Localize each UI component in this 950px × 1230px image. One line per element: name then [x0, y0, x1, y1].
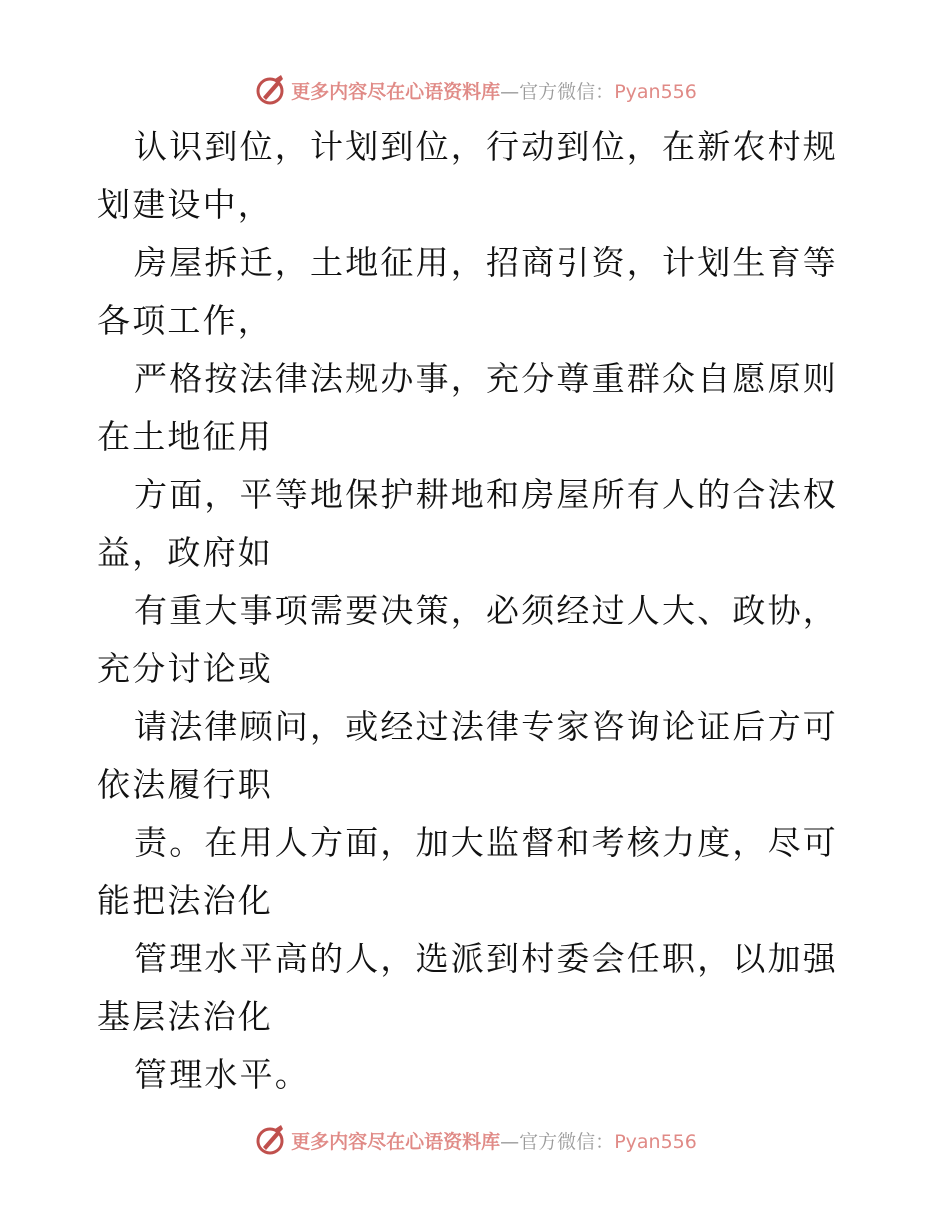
- paragraph: 认识到位，计划到位，行动到位，在新农村规划建设中，: [97, 127, 838, 224]
- brush-logo-icon: [253, 1123, 287, 1157]
- watermark-separator: —: [500, 80, 520, 103]
- watermark-site: 更多内容尽在心语资料库: [291, 80, 501, 103]
- brush-logo-icon: [253, 73, 287, 107]
- paragraph: 房屋拆迁，土地征用，招商引资，计划生育等各项工作，: [97, 243, 838, 340]
- paragraph: 方面，平等地保护耕地和房屋所有人的合法权益，政府如: [97, 475, 838, 572]
- header-watermark: [0, 70, 950, 110]
- paragraph: 管理水平高的人，选派到村委会任职，以加强基层法治化: [97, 939, 838, 1036]
- watermark-text: [291, 1127, 697, 1154]
- watermark-wechat-label: 官方微信：: [519, 80, 615, 103]
- watermark-separator: —: [500, 1130, 520, 1153]
- watermark-wechat-id: Pyan556: [614, 80, 697, 103]
- watermark-text: [291, 77, 697, 104]
- paragraph: 管理水平。: [134, 1055, 310, 1094]
- paragraph: 严格按法律法规办事，充分尊重群众自愿原则在土地征用: [97, 359, 838, 456]
- watermark-site: 更多内容尽在心语资料库: [291, 1130, 501, 1153]
- document-body: [97, 118, 857, 1104]
- paragraph: 请法律顾问，或经过法律专家咨询论证后方可依法履行职: [97, 707, 838, 804]
- paragraph: 有重大事项需要决策，必须经过人大、政协，充分讨论或: [97, 591, 838, 688]
- watermark-wechat-label: 官方微信：: [519, 1130, 615, 1153]
- paragraph: 责。在用人方面，加大监督和考核力度，尽可能把法治化: [97, 823, 838, 920]
- watermark-wechat-id: Pyan556: [614, 1130, 697, 1153]
- footer-watermark: [0, 1120, 950, 1160]
